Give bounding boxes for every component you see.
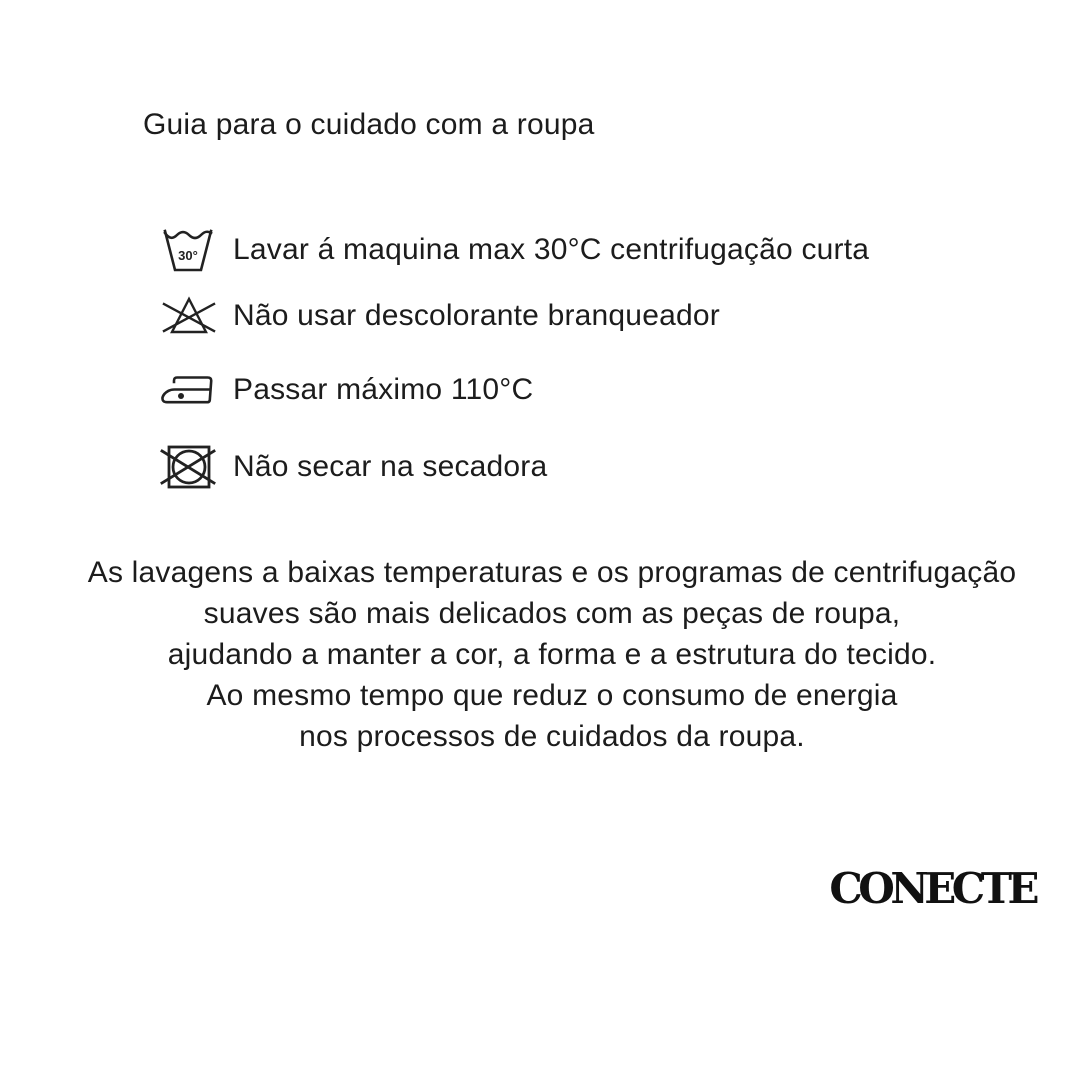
- page-title: Guia para o cuidado com a roupa: [143, 108, 595, 141]
- care-item-label: Lavar á maquina max 30°C centrifugação curta: [233, 233, 870, 266]
- paragraph-line: nos processos de cuidados da roupa.: [299, 720, 805, 753]
- iron-low-temp-icon: [158, 373, 218, 407]
- no-tumble-dry-icon: [158, 444, 218, 490]
- paragraph-line: ajudando a manter a cor, a forma e a estrutura do tecido.: [167, 638, 937, 671]
- body-paragraph: [40, 552, 1064, 757]
- care-item-no-bleach: [158, 295, 720, 337]
- care-item-label: Não usar descolorante branqueador: [233, 299, 720, 332]
- svg-text:30°: 30°: [178, 248, 198, 263]
- care-item-no-tumble-dry: [158, 444, 547, 490]
- paragraph-line: suaves são mais delicados com as peças de roupa,: [203, 597, 901, 630]
- care-item-iron: [158, 373, 533, 407]
- no-bleach-icon: [158, 295, 218, 337]
- paragraph-line: Ao mesmo tempo que reduz o consumo de energia: [206, 679, 898, 712]
- care-item-wash: [158, 227, 869, 273]
- care-item-label: Passar máximo 110°C: [233, 373, 534, 406]
- paragraph-line: As lavagens a baixas temperaturas e os programas de centrifugação: [87, 556, 1017, 589]
- wash-machine-30-icon: [158, 227, 218, 273]
- care-item-label: Não secar na secadora: [233, 450, 548, 483]
- brand-logo: CONECTE: [829, 864, 1035, 913]
